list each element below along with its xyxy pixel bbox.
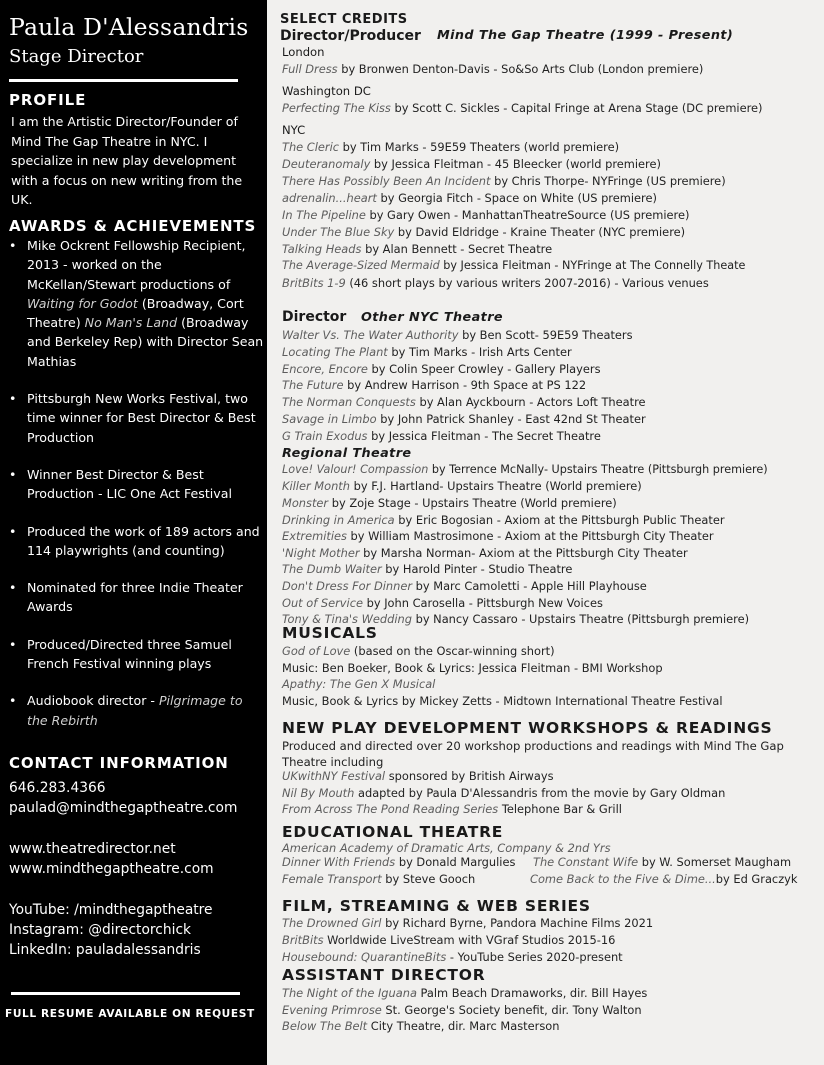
credit-line: Dinner With Friends by Donald Margulies bbox=[282, 855, 516, 869]
company-name: Mind The Gap Theatre (1999 - Present) bbox=[437, 28, 734, 43]
npd-heading: NEW PLAY DEVELOPMENT WORKSHOPS & READINGS bbox=[282, 719, 773, 737]
contact-heading: CONTACT INFORMATION bbox=[9, 754, 229, 772]
email-link[interactable]: paulad@mindthegaptheatre.com bbox=[9, 800, 238, 817]
sidebar bbox=[0, 0, 267, 1065]
npd-intro: Theatre including bbox=[282, 755, 384, 769]
award-item: • Nominated for three Indie Theater Awards bbox=[9, 578, 264, 617]
musicals-heading: MUSICALS bbox=[282, 624, 378, 642]
profile-heading: PROFILE bbox=[9, 91, 87, 109]
credit-line: Savage in Limbo by John Patrick Shanley - East 42nd St Theater bbox=[282, 412, 646, 426]
credit-line: Locating The Plant by Tim Marks - Irish Arts Center bbox=[282, 345, 572, 359]
credit-line: Killer Month by F.J. Hartland- Upstairs Theatre (World premiere) bbox=[282, 479, 642, 493]
award-item: • Produced/Directed three Samuel French Festival winning plays bbox=[9, 635, 264, 674]
credit-line: UKwithNY Festival sponsored by British Airways bbox=[282, 769, 554, 783]
credit-line: Out of Service by John Carosella - Pittsburgh New Voices bbox=[282, 596, 603, 610]
person-name: Paula D'Alessandris bbox=[9, 13, 249, 41]
credit-line: The Future by Andrew Harrison - 9th Space at PS 122 bbox=[282, 378, 587, 392]
credit-line: The Drowned Girl by Richard Byrne, Pandora Machine Films 2021 bbox=[282, 916, 654, 930]
credit-line: Perfecting The Kiss by Scott C. Sickles - Capital Fringe at Arena Stage (DC premiere) bbox=[282, 101, 763, 115]
credit-line: Walter Vs. The Water Authority by Ben Scott- 59E59 Theaters bbox=[282, 328, 633, 342]
credit-line: The Cleric by Tim Marks - 59E59 Theaters (world premiere) bbox=[282, 140, 620, 154]
credit-line: adrenalin...heart by Georgia Fitch - Space on White (US premiere) bbox=[282, 191, 657, 205]
contact-info bbox=[9, 778, 237, 961]
award-item: • Mike Ockrent Fellowship Recipient, 2013 - worked on the McKellan/Stewart productions of Waiting for Godot (Broadway, Cort Theatre) No Man's Land (Broadway and Berkeley Rep) with Director Sean Mathias bbox=[9, 236, 264, 371]
credit-line: Love! Valour! Compassion by Terrence McNally- Upstairs Theatre (Pittsburgh premiere) bbox=[282, 463, 768, 476]
director-heading: Director bbox=[282, 309, 347, 325]
credit-line: In The Pipeline by Gary Owen - ManhattanTheatreSource (US premiere) bbox=[282, 208, 690, 222]
credit-line: Deuteranomaly by Jessica Fleitman - 45 Bleecker (world premiere) bbox=[282, 157, 661, 171]
credit-line: There Has Possibly Been An Incident by Chris Thorpe- NYFringe (US premiere) bbox=[282, 174, 726, 188]
youtube-link[interactable]: YouTube: /mindthegaptheatre bbox=[9, 901, 213, 918]
divider bbox=[11, 992, 240, 995]
profile-text: I am the Artistic Director/Founder of Mind The Gap Theatre in NYC. I specialize in new play development with a focus on new writing from the UK. bbox=[11, 114, 243, 207]
credit-line: Female Transport by Steve Gooch bbox=[282, 872, 476, 886]
location-label: Washington DC bbox=[282, 84, 371, 98]
website-link[interactable]: www.mindthegaptheatre.com bbox=[9, 861, 214, 878]
resume-note: FULL RESUME AVAILABLE ON REQUEST bbox=[5, 1008, 255, 1020]
award-item: • Pittsburgh New Works Festival, two time winner for Best Director & Best Production bbox=[9, 389, 264, 447]
film-heading: FILM, STREAMING & WEB SERIES bbox=[282, 897, 591, 915]
credit-line: Extremities by William Mastrosimone - Axiom at the Pittsburgh City Theater bbox=[282, 529, 714, 543]
credit-line: 'Night Mother by Marsha Norman- Axiom at the Pittsburgh City Theater bbox=[282, 546, 688, 560]
credit-line: The Average-Sized Mermaid by Jessica Fleitman - NYFringe at The Connelly Theate bbox=[282, 259, 746, 272]
select-credits-heading: SELECT CREDITS bbox=[280, 12, 408, 27]
credit-line: The Norman Conquests by Alan Ayckbourn - Actors Loft Theatre bbox=[282, 395, 646, 409]
credit-line: Monster by Zoje Stage - Upstairs Theatre (World premiere) bbox=[282, 496, 617, 510]
credit-line: The Dumb Waiter by Harold Pinter - Studio Theatre bbox=[282, 562, 573, 576]
person-role: Stage Director bbox=[9, 46, 144, 67]
instagram-link[interactable]: Instagram: @directorchick bbox=[9, 922, 192, 939]
regional-heading: Regional Theatre bbox=[282, 446, 412, 461]
director-producer-heading: Director/Producer bbox=[280, 28, 421, 44]
credit-line: God of Love (based on the Oscar-winning short) bbox=[282, 644, 555, 658]
awards-heading: AWARDS & ACHIEVEMENTS bbox=[9, 217, 257, 235]
location-label: London bbox=[282, 45, 325, 59]
credit-line: Drinking in America by Eric Bogosian - Axiom at the Pittsburgh Public Theater bbox=[282, 513, 725, 527]
credit-line: Nil By Mouth adapted by Paula D'Alessandris from the movie by Gary Oldman bbox=[282, 786, 726, 800]
credit-line: The Night of the Iguana Palm Beach Dramaworks, dir. Bill Hayes bbox=[282, 986, 648, 1000]
credit-line: Below The Belt City Theatre, dir. Marc Masterson bbox=[282, 1019, 560, 1033]
credit-line: G Train Exodus by Jessica Fleitman - The Secret Theatre bbox=[282, 429, 601, 443]
credit-line: Encore, Encore by Colin Speer Crowley - Gallery Players bbox=[282, 362, 601, 376]
educational-heading: EDUCATIONAL THEATRE bbox=[282, 823, 504, 841]
credit-line: Housebound: QuarantineBits - YouTube Series 2020-present bbox=[282, 950, 623, 964]
linkedin-link[interactable]: LinkedIn: pauladalessandris bbox=[9, 942, 201, 959]
npd-intro: Produced and directed over 20 workshop productions and readings with Mind The Gap bbox=[282, 739, 784, 753]
credit-line: Come Back to the Five & Dime...by Ed Graczyk bbox=[530, 872, 798, 886]
location-label: NYC bbox=[282, 123, 306, 137]
website-link[interactable]: www.theatredirector.net bbox=[9, 840, 176, 857]
divider bbox=[9, 79, 238, 82]
award-item: • Produced the work of 189 actors and 114 playwrights (and counting) bbox=[9, 522, 264, 561]
credit-line: Don't Dress For Dinner by Marc Camoletti - Apple Hill Playhouse bbox=[282, 579, 647, 593]
credit-line: Under The Blue Sky by David Eldridge - Kraine Theater (NYC premiere) bbox=[282, 225, 686, 239]
credit-line: Talking Heads by Alan Bennett - Secret Theatre bbox=[282, 242, 553, 256]
credit-line: The Constant Wife by W. Somerset Maugham bbox=[533, 855, 792, 869]
edu-org: American Academy of Dramatic Arts, Company & 2nd Yrs bbox=[282, 841, 611, 855]
credit-line: BritBits 1-9 (46 short plays by various writers 2007-2016) - Various venues bbox=[282, 276, 709, 290]
credit-line: From Across The Pond Reading Series Telephone Bar & Grill bbox=[282, 802, 622, 816]
credit-line: Music: Ben Boeker, Book & Lyrics: Jessica Fleitman - BMI Workshop bbox=[282, 661, 663, 675]
credit-line: Music, Book & Lyrics by Mickey Zetts - Midtown International Theatre Festival bbox=[282, 694, 723, 708]
award-item: • Audiobook director - Pilgrimage to the Rebirth bbox=[9, 691, 264, 730]
phone-number: 646.283.4366 bbox=[9, 780, 106, 796]
credit-line: Evening Primrose St. George's Society benefit, dir. Tony Walton bbox=[282, 1003, 642, 1017]
award-item: • Winner Best Director & Best Production - LIC One Act Festival bbox=[9, 465, 264, 504]
other-nyc-heading: Other NYC Theatre bbox=[361, 310, 503, 325]
credit-line: Tony & Tina's Wedding by Nancy Cassaro - Upstairs Theatre (Pittsburgh premiere) bbox=[282, 612, 750, 626]
awards-list bbox=[9, 236, 264, 748]
credit-line: Apathy: The Gen X Musical bbox=[282, 677, 436, 691]
credit-line: BritBits Worldwide LiveStream with VGraf Studios 2015-16 bbox=[282, 933, 616, 947]
credit-line: Full Dress by Bronwen Denton-Davis - So&So Arts Club (London premiere) bbox=[282, 62, 704, 76]
assistant-director-heading: ASSISTANT DIRECTOR bbox=[282, 966, 486, 984]
